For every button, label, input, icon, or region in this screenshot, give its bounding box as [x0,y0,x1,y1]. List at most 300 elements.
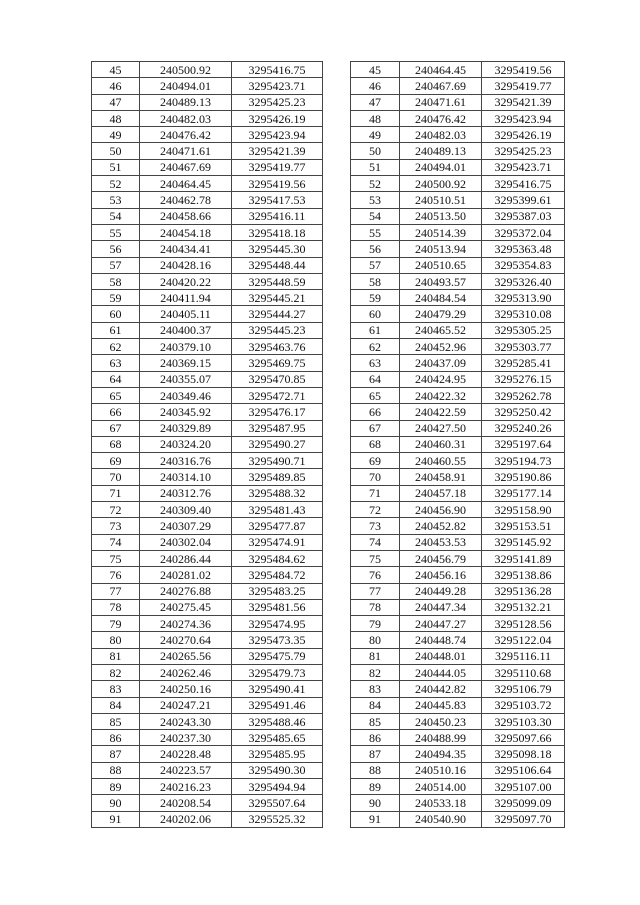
point-number-cell: 84 [92,697,140,713]
point-number-cell: 81 [92,648,140,664]
point-number-cell: 66 [92,404,140,420]
point-number-cell: 84 [351,697,400,713]
table-row [92,322,323,338]
point-number-cell: 67 [92,420,140,436]
x-coordinate-cell: 240458.91 [400,469,482,485]
table-row [92,795,323,811]
point-number-cell: 48 [351,110,400,126]
table-row [351,648,565,664]
table-row [92,339,323,355]
point-number-cell: 89 [92,779,140,795]
point-number-cell: 72 [351,502,400,518]
x-coordinate-cell: 240482.03 [400,127,482,143]
y-coordinate-cell: 3295132.21 [482,599,565,615]
y-coordinate-cell: 3295490.41 [232,681,323,697]
table-row [351,273,565,289]
point-number-cell: 46 [92,78,140,94]
x-coordinate-cell: 240434.41 [140,241,232,257]
table-row [351,795,565,811]
point-number-cell: 48 [92,110,140,126]
point-number-cell: 53 [92,192,140,208]
table-row [351,746,565,762]
table-row [351,355,565,371]
y-coordinate-cell: 3295153.51 [482,518,565,534]
point-number-cell: 78 [351,599,400,615]
y-coordinate-cell: 3295194.73 [482,453,565,469]
point-number-cell: 49 [351,127,400,143]
x-coordinate-cell: 240471.61 [140,143,232,159]
point-number-cell: 52 [351,176,400,192]
point-number-cell: 45 [351,62,400,78]
x-coordinate-cell: 240228.48 [140,746,232,762]
y-coordinate-cell: 3295425.23 [232,94,323,110]
y-coordinate-cell: 3295490.71 [232,453,323,469]
point-number-cell: 45 [92,62,140,78]
table-row [351,616,565,632]
point-number-cell: 69 [351,453,400,469]
point-number-cell: 51 [92,159,140,175]
x-coordinate-cell: 240208.54 [140,795,232,811]
x-coordinate-cell: 240369.15 [140,355,232,371]
y-coordinate-cell: 3295473.35 [232,632,323,648]
y-coordinate-cell: 3295103.30 [482,713,565,729]
point-number-cell: 77 [351,583,400,599]
point-number-cell: 59 [351,290,400,306]
point-number-cell: 74 [92,534,140,550]
point-number-cell: 88 [92,762,140,778]
y-coordinate-cell: 3295097.70 [482,811,565,827]
table-row [351,404,565,420]
point-number-cell: 62 [92,339,140,355]
y-coordinate-cell: 3295423.94 [232,127,323,143]
y-coordinate-cell: 3295469.75 [232,355,323,371]
table-row [351,94,565,110]
table-row [92,192,323,208]
x-coordinate-cell: 240275.45 [140,599,232,615]
x-coordinate-cell: 240513.94 [400,241,482,257]
y-coordinate-cell: 3295507.64 [232,795,323,811]
point-number-cell: 86 [92,730,140,746]
x-coordinate-cell: 240420.22 [140,273,232,289]
table-row [351,371,565,387]
table-row [92,599,323,615]
x-coordinate-cell: 240462.78 [140,192,232,208]
y-coordinate-cell: 3295326.40 [482,273,565,289]
x-coordinate-cell: 240444.05 [400,664,482,680]
point-number-cell: 75 [351,550,400,566]
point-number-cell: 79 [92,616,140,632]
x-coordinate-cell: 240514.39 [400,224,482,240]
y-coordinate-cell: 3295387.03 [482,208,565,224]
x-coordinate-cell: 240237.30 [140,730,232,746]
y-coordinate-cell: 3295477.87 [232,518,323,534]
y-coordinate-cell: 3295417.53 [232,192,323,208]
x-coordinate-cell: 240484.54 [400,290,482,306]
x-coordinate-cell: 240424.95 [400,371,482,387]
table-row [92,762,323,778]
table-row [351,664,565,680]
y-coordinate-cell: 3295177.14 [482,485,565,501]
table-row [351,192,565,208]
y-coordinate-cell: 3295426.19 [482,127,565,143]
y-coordinate-cell: 3295485.65 [232,730,323,746]
point-number-cell: 75 [92,550,140,566]
table-row [92,224,323,240]
table-row [351,681,565,697]
table-row [92,713,323,729]
table-row [92,176,323,192]
x-coordinate-cell: 240400.37 [140,322,232,338]
table-row [92,485,323,501]
y-coordinate-cell: 3295128.56 [482,616,565,632]
table-row [92,159,323,175]
y-coordinate-cell: 3295476.17 [232,404,323,420]
table-row [92,371,323,387]
y-coordinate-cell: 3295421.39 [482,94,565,110]
y-coordinate-cell: 3295487.95 [232,420,323,436]
x-coordinate-cell: 240447.34 [400,599,482,615]
x-coordinate-cell: 240458.66 [140,208,232,224]
x-coordinate-cell: 240405.11 [140,306,232,322]
point-number-cell: 90 [92,795,140,811]
y-coordinate-cell: 3295444.27 [232,306,323,322]
y-coordinate-cell: 3295445.23 [232,322,323,338]
table-row [92,453,323,469]
x-coordinate-cell: 240460.31 [400,436,482,452]
x-coordinate-cell: 240476.42 [400,110,482,126]
table-row [351,436,565,452]
x-coordinate-cell: 240447.27 [400,616,482,632]
table-row [92,127,323,143]
table-row [92,664,323,680]
point-number-cell: 88 [351,762,400,778]
x-coordinate-cell: 240349.46 [140,387,232,403]
table-row [351,290,565,306]
right-coordinate-table [350,61,565,828]
table-row [351,811,565,827]
x-coordinate-cell: 240482.03 [140,110,232,126]
point-number-cell: 64 [351,371,400,387]
y-coordinate-cell: 3295416.11 [232,208,323,224]
point-number-cell: 60 [92,306,140,322]
x-coordinate-cell: 240445.83 [400,697,482,713]
point-number-cell: 54 [351,208,400,224]
point-number-cell: 91 [351,811,400,827]
y-coordinate-cell: 3295250.42 [482,404,565,420]
point-number-cell: 83 [92,681,140,697]
x-coordinate-cell: 240514.00 [400,779,482,795]
x-coordinate-cell: 240276.88 [140,583,232,599]
point-number-cell: 69 [92,453,140,469]
y-coordinate-cell: 3295490.27 [232,436,323,452]
y-coordinate-cell: 3295103.72 [482,697,565,713]
y-coordinate-cell: 3295313.90 [482,290,565,306]
y-coordinate-cell: 3295445.30 [232,241,323,257]
x-coordinate-cell: 240262.46 [140,664,232,680]
y-coordinate-cell: 3295197.64 [482,436,565,452]
y-coordinate-cell: 3295262.78 [482,387,565,403]
point-number-cell: 57 [92,257,140,273]
y-coordinate-cell: 3295488.32 [232,485,323,501]
y-coordinate-cell: 3295276.15 [482,371,565,387]
x-coordinate-cell: 240471.61 [400,94,482,110]
x-coordinate-cell: 240324.20 [140,436,232,452]
y-coordinate-cell: 3295491.46 [232,697,323,713]
table-row [92,583,323,599]
point-number-cell: 86 [351,730,400,746]
point-number-cell: 50 [92,143,140,159]
table-row [351,518,565,534]
y-coordinate-cell: 3295448.59 [232,273,323,289]
right-table-body [351,62,565,828]
x-coordinate-cell: 240307.29 [140,518,232,534]
x-coordinate-cell: 240450.23 [400,713,482,729]
x-coordinate-cell: 240428.16 [140,257,232,273]
table-row [351,159,565,175]
y-coordinate-cell: 3295481.43 [232,502,323,518]
x-coordinate-cell: 240476.42 [140,127,232,143]
point-number-cell: 58 [351,273,400,289]
point-number-cell: 67 [351,420,400,436]
left-table-body [92,62,323,828]
table-row [92,404,323,420]
point-number-cell: 79 [351,616,400,632]
x-coordinate-cell: 240247.21 [140,697,232,713]
y-coordinate-cell: 3295470.85 [232,371,323,387]
x-coordinate-cell: 240448.01 [400,648,482,664]
table-row [351,322,565,338]
table-row [92,567,323,583]
table-row [351,599,565,615]
table-row [351,420,565,436]
table-row [351,502,565,518]
x-coordinate-cell: 240274.36 [140,616,232,632]
y-coordinate-cell: 3295399.61 [482,192,565,208]
table-row [92,779,323,795]
x-coordinate-cell: 240422.32 [400,387,482,403]
table-row [92,78,323,94]
table-row [351,632,565,648]
y-coordinate-cell: 3295110.68 [482,664,565,680]
table-row [351,176,565,192]
x-coordinate-cell: 240453.53 [400,534,482,550]
point-number-cell: 60 [351,306,400,322]
y-coordinate-cell: 3295136.28 [482,583,565,599]
table-row [92,550,323,566]
x-coordinate-cell: 240422.59 [400,404,482,420]
y-coordinate-cell: 3295372.04 [482,224,565,240]
x-coordinate-cell: 240533.18 [400,795,482,811]
table-row [351,453,565,469]
point-number-cell: 76 [92,567,140,583]
point-number-cell: 63 [351,355,400,371]
y-coordinate-cell: 3295474.95 [232,616,323,632]
x-coordinate-cell: 240243.30 [140,713,232,729]
table-row [92,110,323,126]
y-coordinate-cell: 3295097.66 [482,730,565,746]
point-number-cell: 73 [92,518,140,534]
table-row [92,387,323,403]
y-coordinate-cell: 3295488.46 [232,713,323,729]
table-row [351,713,565,729]
x-coordinate-cell: 240216.23 [140,779,232,795]
x-coordinate-cell: 240270.64 [140,632,232,648]
x-coordinate-cell: 240329.89 [140,420,232,436]
x-coordinate-cell: 240302.04 [140,534,232,550]
point-number-cell: 73 [351,518,400,534]
point-number-cell: 58 [92,273,140,289]
point-number-cell: 70 [351,469,400,485]
point-number-cell: 91 [92,811,140,827]
table-row [351,257,565,273]
table-row [351,485,565,501]
x-coordinate-cell: 240265.56 [140,648,232,664]
y-coordinate-cell: 3295475.79 [232,648,323,664]
x-coordinate-cell: 240427.50 [400,420,482,436]
x-coordinate-cell: 240316.76 [140,453,232,469]
table-row [92,241,323,257]
x-coordinate-cell: 240202.06 [140,811,232,827]
table-row [92,94,323,110]
point-number-cell: 61 [92,322,140,338]
y-coordinate-cell: 3295525.32 [232,811,323,827]
y-coordinate-cell: 3295305.25 [482,322,565,338]
y-coordinate-cell: 3295106.79 [482,681,565,697]
point-number-cell: 64 [92,371,140,387]
x-coordinate-cell: 240510.16 [400,762,482,778]
y-coordinate-cell: 3295416.75 [482,176,565,192]
x-coordinate-cell: 240312.76 [140,485,232,501]
point-number-cell: 85 [351,713,400,729]
table-row [92,502,323,518]
x-coordinate-cell: 240494.01 [140,78,232,94]
point-number-cell: 87 [351,746,400,762]
point-number-cell: 78 [92,599,140,615]
x-coordinate-cell: 240464.45 [400,62,482,78]
table-row [92,534,323,550]
table-row [92,143,323,159]
x-coordinate-cell: 240494.01 [400,159,482,175]
y-coordinate-cell: 3295122.04 [482,632,565,648]
table-row [351,762,565,778]
point-number-cell: 71 [351,485,400,501]
table-row [92,306,323,322]
y-coordinate-cell: 3295107.00 [482,779,565,795]
y-coordinate-cell: 3295472.71 [232,387,323,403]
point-number-cell: 72 [92,502,140,518]
y-coordinate-cell: 3295494.94 [232,779,323,795]
table-row [92,62,323,78]
x-coordinate-cell: 240489.13 [400,143,482,159]
table-row [92,616,323,632]
table-row [351,534,565,550]
y-coordinate-cell: 3295419.77 [232,159,323,175]
x-coordinate-cell: 240479.29 [400,306,482,322]
y-coordinate-cell: 3295145.92 [482,534,565,550]
point-number-cell: 81 [351,648,400,664]
y-coordinate-cell: 3295116.11 [482,648,565,664]
table-row [92,681,323,697]
point-number-cell: 85 [92,713,140,729]
point-number-cell: 61 [351,322,400,338]
table-row [351,469,565,485]
point-number-cell: 57 [351,257,400,273]
table-row [92,257,323,273]
table-row [351,208,565,224]
table-row [92,632,323,648]
point-number-cell: 47 [351,94,400,110]
y-coordinate-cell: 3295481.56 [232,599,323,615]
x-coordinate-cell: 240510.51 [400,192,482,208]
x-coordinate-cell: 240281.02 [140,567,232,583]
point-number-cell: 89 [351,779,400,795]
x-coordinate-cell: 240464.45 [140,176,232,192]
x-coordinate-cell: 240355.07 [140,371,232,387]
y-coordinate-cell: 3295484.62 [232,550,323,566]
x-coordinate-cell: 240250.16 [140,681,232,697]
point-number-cell: 68 [92,436,140,452]
y-coordinate-cell: 3295418.18 [232,224,323,240]
table-row [351,62,565,78]
table-row [92,420,323,436]
y-coordinate-cell: 3295448.44 [232,257,323,273]
y-coordinate-cell: 3295419.77 [482,78,565,94]
x-coordinate-cell: 240454.18 [140,224,232,240]
point-number-cell: 68 [351,436,400,452]
y-coordinate-cell: 3295463.76 [232,339,323,355]
point-number-cell: 47 [92,94,140,110]
table-row [351,78,565,94]
table-row [92,811,323,827]
x-coordinate-cell: 240457.18 [400,485,482,501]
table-row [351,110,565,126]
y-coordinate-cell: 3295416.75 [232,62,323,78]
left-coordinate-table [91,61,323,828]
x-coordinate-cell: 240452.96 [400,339,482,355]
point-number-cell: 50 [351,143,400,159]
table-row [92,355,323,371]
y-coordinate-cell: 3295474.91 [232,534,323,550]
x-coordinate-cell: 240467.69 [140,159,232,175]
y-coordinate-cell: 3295310.08 [482,306,565,322]
x-coordinate-cell: 240465.52 [400,322,482,338]
x-coordinate-cell: 240309.40 [140,502,232,518]
point-number-cell: 65 [351,387,400,403]
x-coordinate-cell: 240500.92 [140,62,232,78]
point-number-cell: 51 [351,159,400,175]
x-coordinate-cell: 240489.13 [140,94,232,110]
y-coordinate-cell: 3295240.26 [482,420,565,436]
y-coordinate-cell: 3295141.89 [482,550,565,566]
table-row [351,127,565,143]
point-number-cell: 54 [92,208,140,224]
point-number-cell: 82 [351,664,400,680]
y-coordinate-cell: 3295483.25 [232,583,323,599]
x-coordinate-cell: 240448.74 [400,632,482,648]
y-coordinate-cell: 3295445.21 [232,290,323,306]
x-coordinate-cell: 240456.16 [400,567,482,583]
x-coordinate-cell: 240467.69 [400,78,482,94]
point-number-cell: 66 [351,404,400,420]
point-number-cell: 77 [92,583,140,599]
point-number-cell: 52 [92,176,140,192]
x-coordinate-cell: 240460.55 [400,453,482,469]
y-coordinate-cell: 3295419.56 [482,62,565,78]
x-coordinate-cell: 240452.82 [400,518,482,534]
y-coordinate-cell: 3295425.23 [482,143,565,159]
table-row [351,583,565,599]
y-coordinate-cell: 3295423.71 [482,159,565,175]
